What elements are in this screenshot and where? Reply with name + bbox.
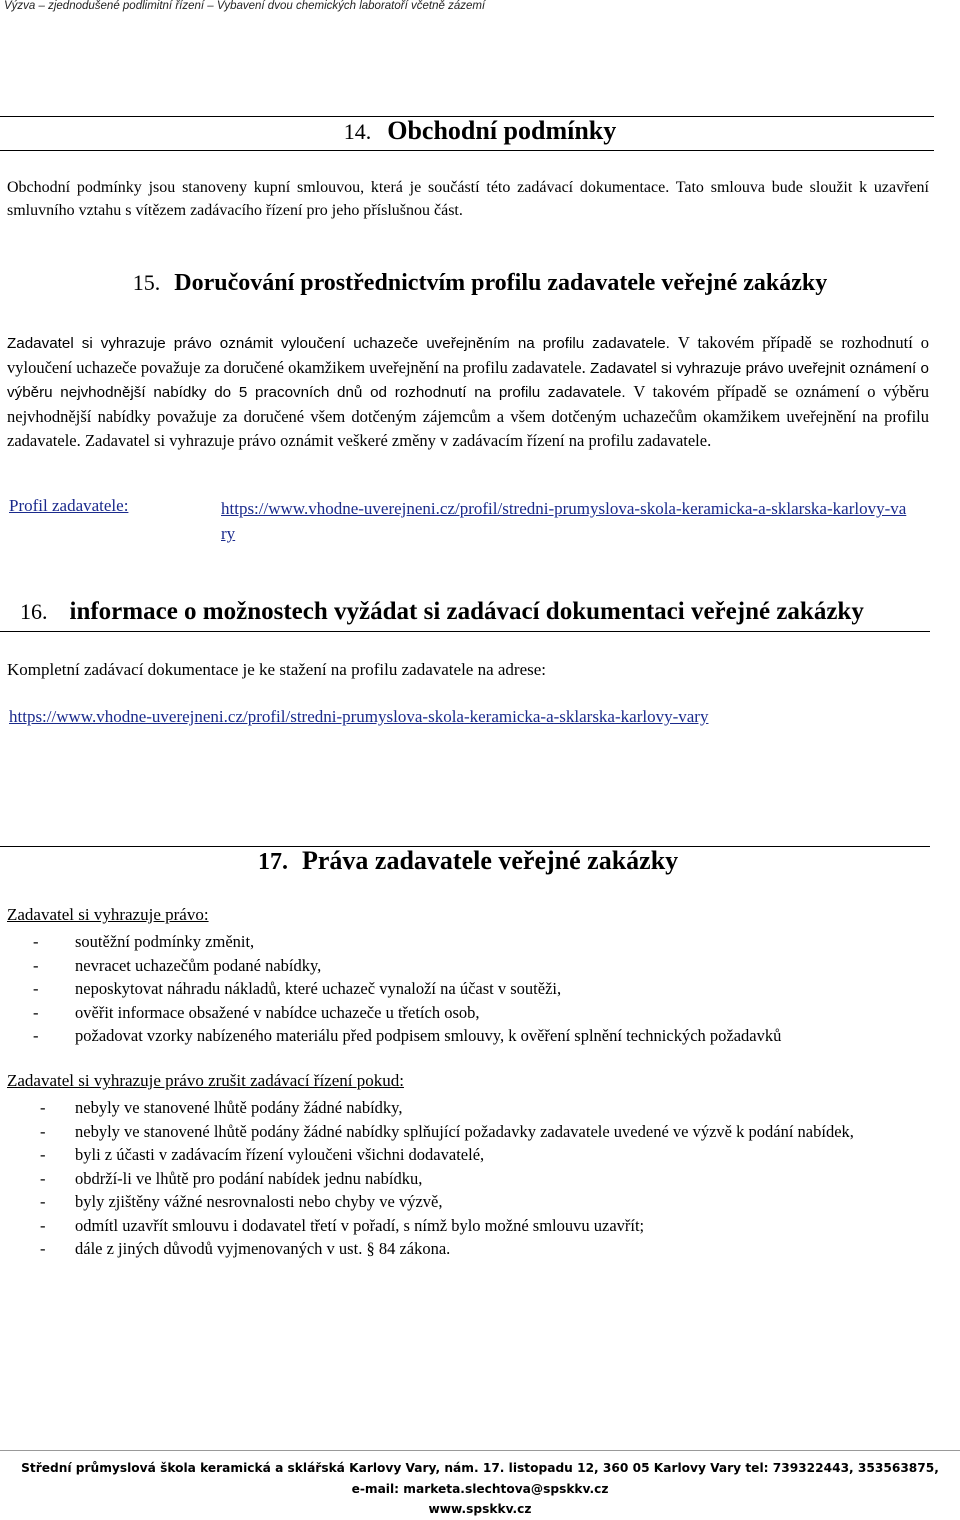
footer-address: Střední průmyslová škola keramická a sklářská Karlovy Vary, nám. 17. listopadu 12, 360 05 Karlovy Vary tel: 739322443, 353563875, <box>21 1461 939 1475</box>
footer <box>0 1458 960 1520</box>
footer-email: e-mail: marketa.slechtova@spskkv.cz <box>351 1481 609 1496</box>
list-item: - dále z jiných důvodů vyjmenovaných v ust. § 84 zákona. <box>40 1239 451 1258</box>
rights-list <box>7 930 907 1048</box>
list-item: - odmítl uzavřít smlouvu i dodavatel třetí v pořadí, s nímž bylo možné smlouvu uzavřít; <box>40 1215 645 1235</box>
list-item: - nevracet uchazečům podané nabídky, <box>33 955 322 975</box>
section-16-title: informace o možnostech vyžádat si zadávací dokumentaci veřejné zakázky <box>69 598 864 625</box>
list-item: - obdrží-li ve lhůtě pro podání nabídek jednu nabídku, <box>40 1168 423 1188</box>
section-17-title: Práva zadavatele veřejné zakázky <box>302 846 679 875</box>
list-item: - nebyly ve stanovené lhůtě podány žádné nabídky, <box>40 1098 403 1117</box>
list-item: - soutěžní podmínky změnit, <box>33 932 255 951</box>
profile-label: Profil zadavatele: <box>9 496 129 515</box>
section-16-text: Kompletní zadávací dokumentace je ke stažení na profilu zadavatele na adrese: <box>7 660 547 679</box>
section-15-p1: Zadavatel si vyhrazuje právo oznámit vyloučení uchazeče uveřejněním na profilu zadavatele. <box>7 335 670 352</box>
section-15-p1b: V takovém případě se rozhodnutí o vyloučení uchazeče považuje za doručené okamžikem uveřejnění na profilu zadavatele. <box>7 333 929 377</box>
rights-intro: Zadavatel si vyhrazuje právo: <box>7 905 209 924</box>
list-item: - nebyly ve stanovené lhůtě podány žádné nabídky splňující požadavky zadavatele uvedené ve výzvě k podání nabídek, <box>40 1121 854 1141</box>
section-15-paragraph <box>7 331 929 454</box>
section-14-heading <box>0 116 960 146</box>
section-16-heading <box>20 598 864 626</box>
section-15-p2b: V takovém případě se oznámení o výběru nejvhodnější nabídky považuje za doručené všem dotčeným zájemcům a všem dotčeným uchazečům okamžikem uveřejnění na profilu zadavatele. <box>7 382 929 450</box>
section-15-heading <box>0 270 960 297</box>
section-14-number: 14. <box>343 119 372 144</box>
section-17-heading <box>258 846 678 876</box>
section-14-title: Obchodní podmínky <box>387 116 617 145</box>
list-item: - požadovat vzorky nabízeného materiálu před podpisem smlouvy, k ověření splnění technických požadavků <box>33 1026 782 1045</box>
section-16-number: 16. <box>20 599 48 624</box>
list-item: - neposkytovat náhradu nákladů, které uchazeč vynaloží na účast v soutěži, <box>33 979 562 998</box>
section-14-bottom-rule <box>0 150 934 151</box>
cancel-reasons-list <box>7 1096 937 1261</box>
list-item: - byly zjištěny vážné nesrovnalosti nebo chyby ve výzvě, <box>40 1192 443 1211</box>
section-15-title: Doručování prostřednictvím profilu zadavatele veřejné zakázky <box>174 270 828 296</box>
download-url-link[interactable]: https://www.vhodne-uverejneni.cz/profil/stredni-prumyslova-skola-keramicka-a-sklarska-karlovy-vary <box>9 707 709 726</box>
cancel-intro: Zadavatel si vyhrazuje právo zrušit zadávací řízení pokud: <box>7 1071 404 1090</box>
section-14-paragraph: Obchodní podmínky jsou stanoveny kupní smlouvou, která je součástí této zadávací dokumentace. Tato smlouva bude sloužit k uzavření smluvního vztahu s vítězem zadávacího řízení pro jeho příslušnou část. <box>7 179 929 219</box>
section-16-rule <box>0 631 930 632</box>
list-item: - ověřit informace obsažené v nabídce uchazeče u třetích osob, <box>33 1002 480 1022</box>
section-15-number: 15. <box>132 270 161 295</box>
section-17-number: 17. <box>258 849 288 875</box>
footer-website: www.spskkv.cz <box>428 1502 532 1516</box>
profile-url-link[interactable]: https://www.vhodne-uverejneni.cz/profil/stredni-prumyslova-skola-keramicka-a-sklarska-karlovy-vary <box>221 499 907 543</box>
document-header-title: Výzva – zjednodušené podlimitní řízení – Vybavení dvou chemických laboratoří včetně zázemí <box>4 0 486 12</box>
footer-rule <box>0 1450 960 1451</box>
list-item: - byli z účasti v zadávacím řízení vyloučeni všichni dodavatelé, <box>40 1145 485 1164</box>
section-15-p3: Zadavatel si vyhrazuje právo oznámit veškeré změny v zadávacím řízení na profilu zadavatele. <box>84 431 712 450</box>
section-15-p2: Zadavatel si vyhrazuje právo uveřejnit oznámení o výběru nejvhodnější nabídky do 5 pracovních dnů od rozhodnutí na profilu zadavatele. <box>7 359 929 401</box>
